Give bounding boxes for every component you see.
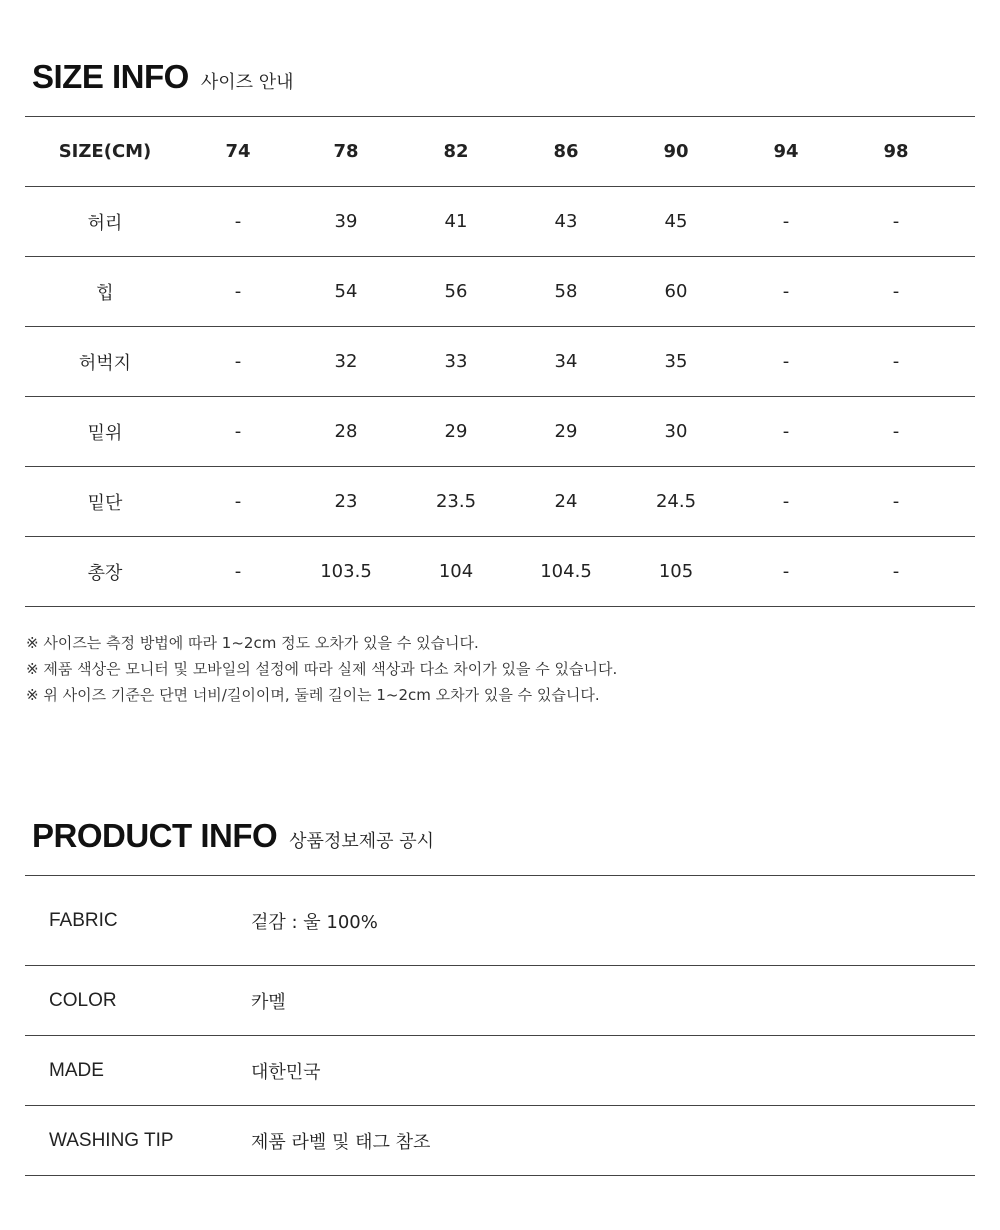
header-cell: 78: [333, 141, 359, 162]
size-value-cell: 105: [658, 561, 694, 582]
size-value-cell: 56: [444, 281, 468, 302]
size-info-subtitle: 사이즈 안내: [200, 72, 294, 93]
size-table-row: [25, 397, 975, 467]
header-cell: 74: [225, 141, 251, 162]
size-value-cell: 23: [334, 491, 358, 512]
info-value: 카멜: [251, 991, 286, 1013]
size-note: ※ 사이즈는 측정 방법에 따라 1~2cm 정도 오차가 있을 수 있습니다.: [26, 634, 479, 652]
measurement-label: 힙: [96, 282, 114, 304]
measurement-label: 밑위: [87, 422, 123, 444]
info-row-color: [25, 966, 975, 1036]
size-value-cell: -: [782, 351, 790, 372]
size-value-cell: -: [234, 281, 242, 302]
size-value-cell: -: [234, 351, 242, 372]
size-value-cell: 24.5: [655, 491, 697, 512]
size-value-cell: -: [782, 421, 790, 442]
product-info-subtitle: 상품정보제공 공시: [289, 831, 434, 852]
size-value-cell: 33: [444, 351, 468, 372]
size-value-cell: 54: [334, 281, 358, 302]
size-value-cell: 32: [334, 351, 358, 372]
size-table-row: [25, 187, 975, 257]
size-value-cell: 104.5: [540, 561, 592, 582]
size-notes: [26, 630, 617, 708]
size-table-row: [25, 537, 975, 607]
size-value-cell: -: [234, 211, 242, 232]
size-value-cell: -: [892, 491, 900, 512]
measurement-label: 밑단: [87, 492, 123, 514]
size-table-header: [25, 117, 975, 187]
size-value-cell: 30: [664, 421, 688, 442]
size-info-title: SIZE INFO: [32, 58, 189, 95]
info-label: FABRIC: [49, 909, 118, 931]
size-info-heading: [32, 58, 294, 96]
size-value-cell: 43: [554, 211, 578, 232]
info-value: 겉감 : 울 100%: [251, 911, 378, 933]
header-cell: 82: [443, 141, 469, 162]
info-row-fabric: [25, 876, 975, 966]
size-table-row: [25, 327, 975, 397]
measurement-label: 허벅지: [78, 352, 132, 374]
header-cell: 86: [553, 141, 579, 162]
header-cell: 98: [883, 141, 909, 162]
size-value-cell: -: [782, 211, 790, 232]
size-value-cell: 45: [664, 211, 688, 232]
size-value-cell: 29: [444, 421, 468, 442]
info-value: 대한민국: [251, 1061, 321, 1083]
size-note: ※ 위 사이즈 기준은 단면 너비/길이이며, 둘레 길이는 1~2cm 오차가 있을 수 있습니다.: [26, 686, 600, 704]
size-value-cell: -: [782, 561, 790, 582]
product-info-heading: [32, 817, 434, 855]
measurement-label: 허리: [87, 212, 123, 234]
info-value: 제품 라벨 및 태그 참조: [251, 1131, 431, 1153]
size-value-cell: 35: [664, 351, 688, 372]
info-label: WASHING TIP: [49, 1129, 174, 1151]
size-table-row: [25, 467, 975, 537]
size-value-cell: 29: [554, 421, 578, 442]
size-value-cell: 60: [664, 281, 688, 302]
product-info-title: PRODUCT INFO: [32, 817, 278, 854]
header-cell: 94: [773, 141, 799, 162]
info-row-washing-tip: [25, 1106, 975, 1176]
header-cell: SIZE(CM): [58, 141, 152, 162]
size-value-cell: 28: [334, 421, 358, 442]
size-value-cell: -: [234, 421, 242, 442]
size-value-cell: 104: [438, 561, 474, 582]
size-table: [25, 116, 975, 607]
header-cell: 90: [663, 141, 689, 162]
info-label: COLOR: [49, 989, 117, 1011]
product-info-table: [25, 875, 975, 1176]
size-table-body: [25, 187, 975, 607]
size-value-cell: 39: [334, 211, 358, 232]
size-table-row: [25, 257, 975, 327]
size-value-cell: 41: [444, 211, 468, 232]
size-value-cell: -: [892, 421, 900, 442]
size-value-cell: 103.5: [320, 561, 372, 582]
info-row-made: [25, 1036, 975, 1106]
size-value-cell: -: [892, 211, 900, 232]
size-value-cell: 34: [554, 351, 578, 372]
size-value-cell: -: [234, 561, 242, 582]
info-label: MADE: [49, 1059, 104, 1081]
size-value-cell: -: [234, 491, 242, 512]
measurement-label: 총장: [87, 562, 123, 584]
size-note: ※ 제품 색상은 모니터 및 모바일의 설정에 따라 실제 색상과 다소 차이가 있을 수 있습니다.: [26, 660, 618, 678]
size-value-cell: 24: [554, 491, 578, 512]
size-value-cell: -: [782, 491, 790, 512]
size-value-cell: 58: [554, 281, 578, 302]
size-value-cell: -: [892, 351, 900, 372]
size-value-cell: -: [892, 561, 900, 582]
size-value-cell: -: [892, 281, 900, 302]
size-value-cell: -: [782, 281, 790, 302]
size-value-cell: 23.5: [435, 491, 477, 512]
